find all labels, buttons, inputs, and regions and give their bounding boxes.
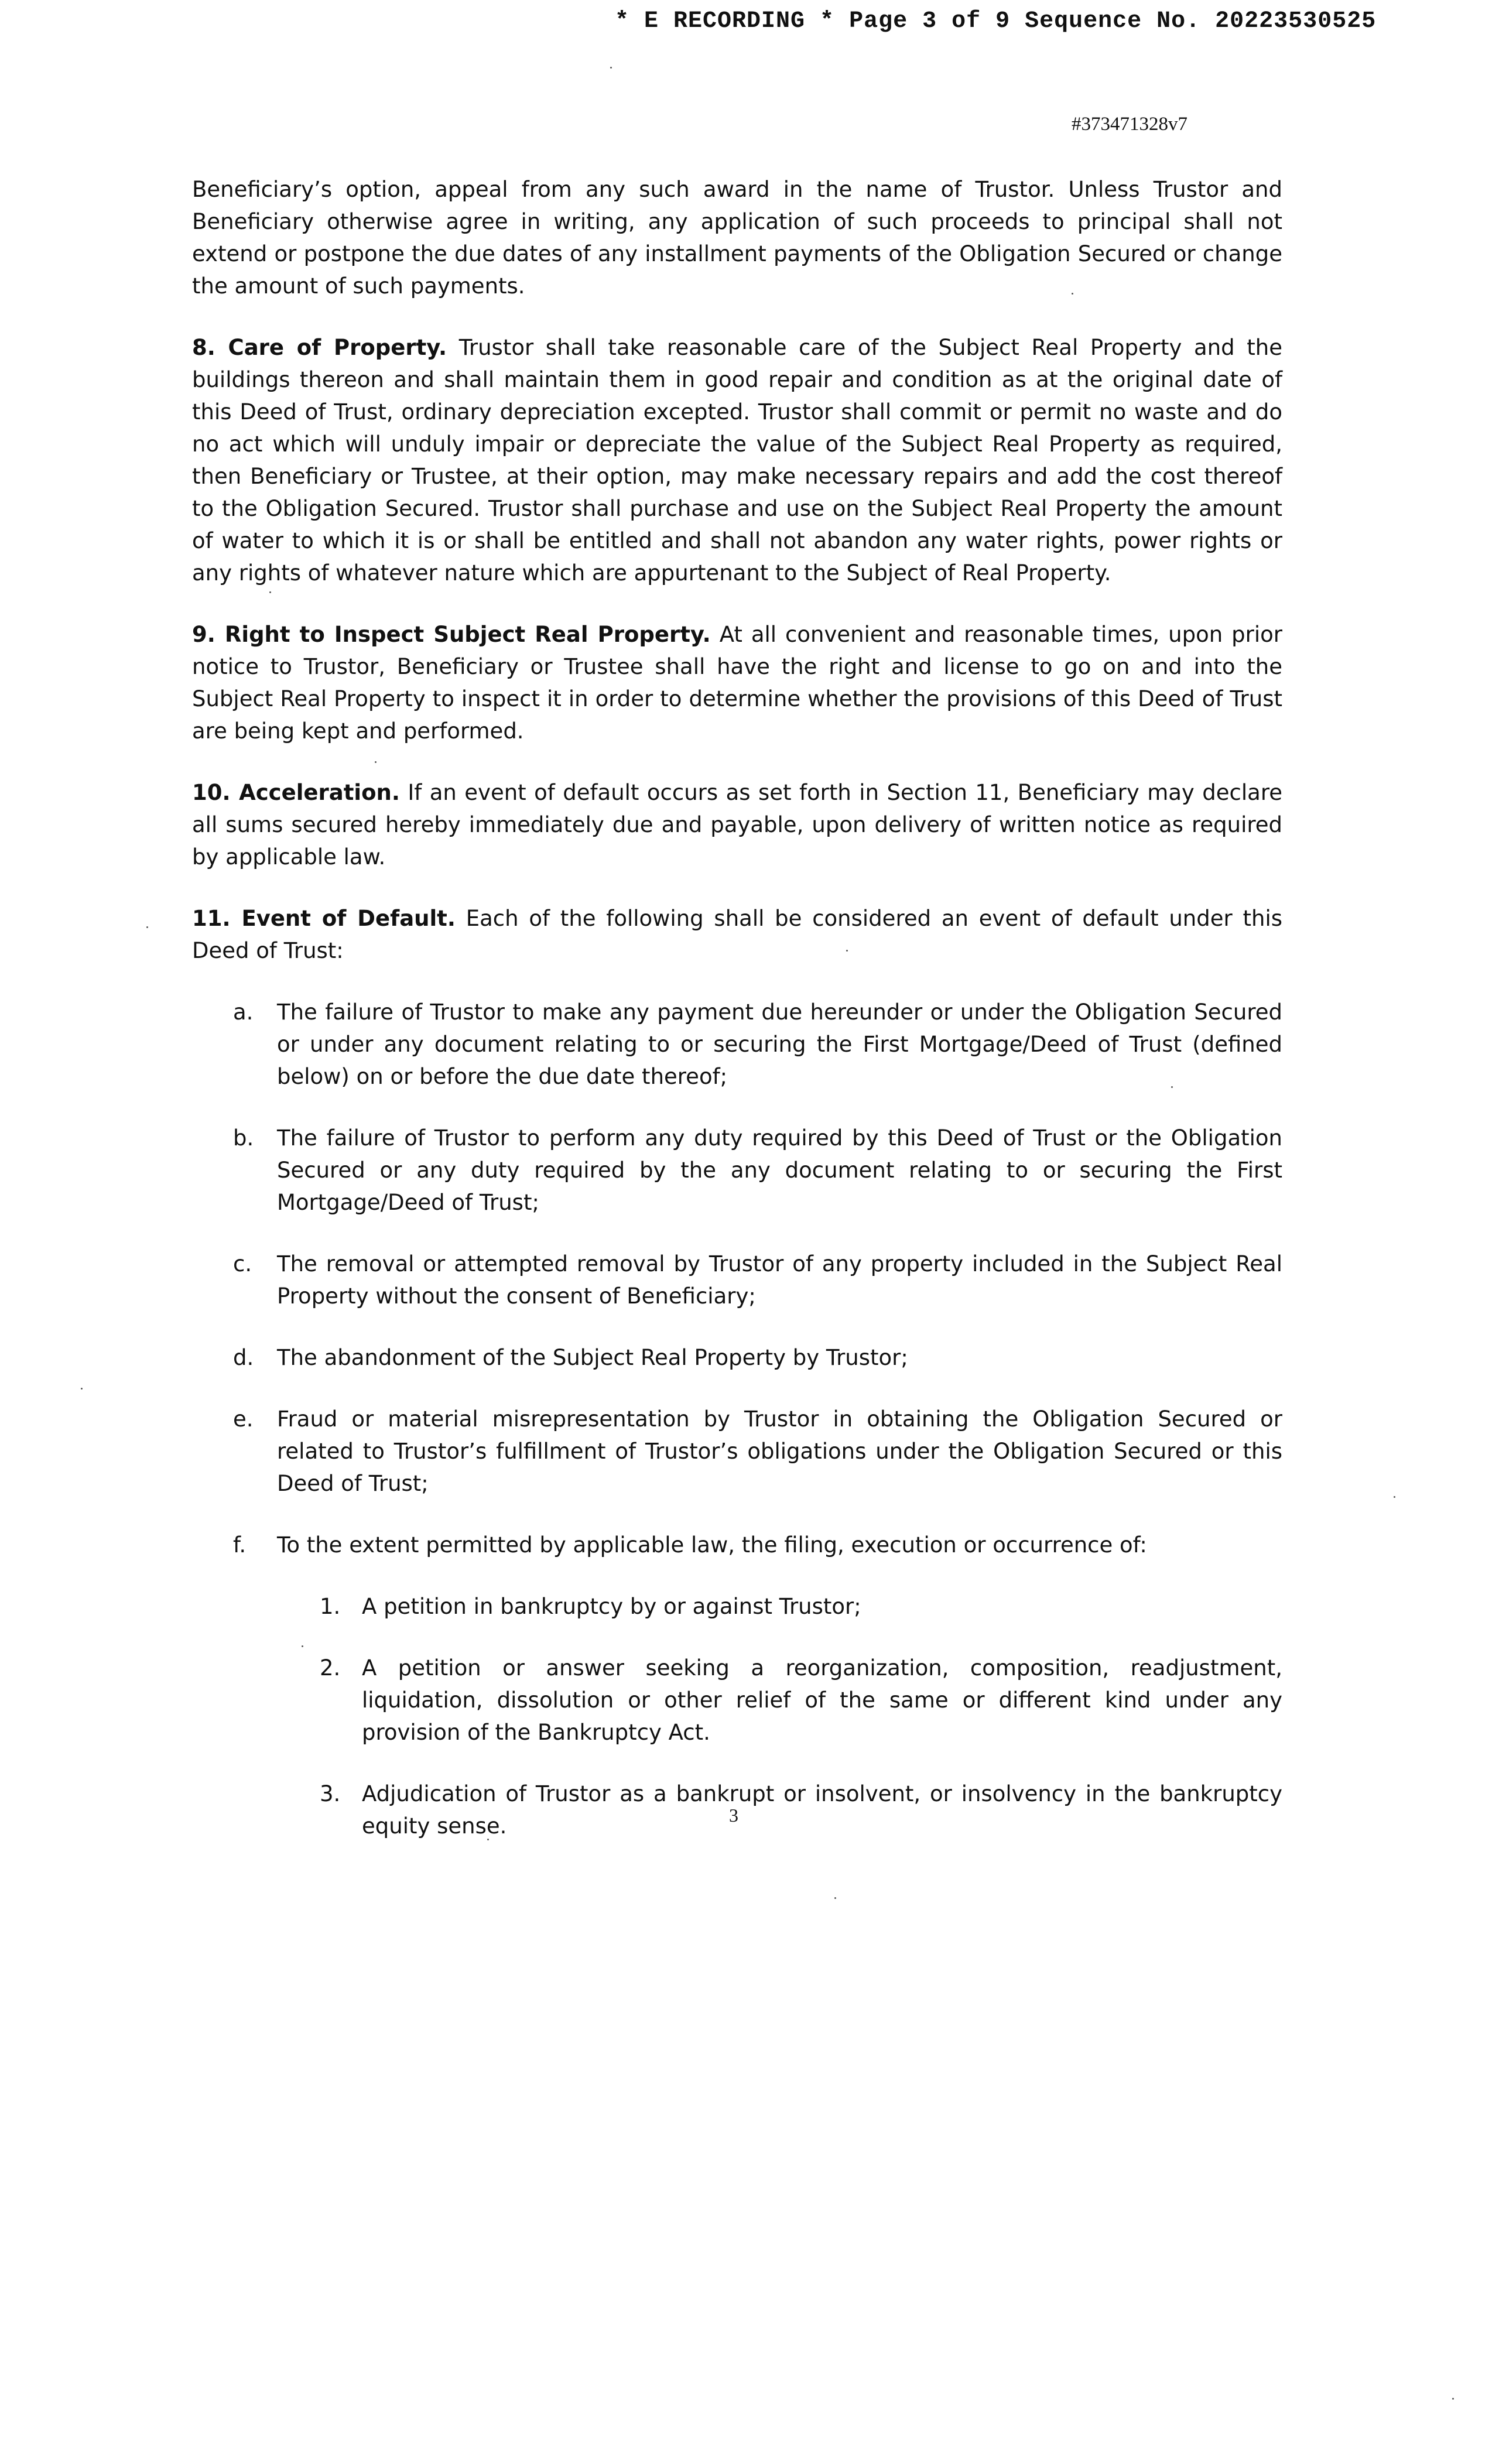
list-marker: c. (233, 1251, 252, 1277)
list-marker: d. (233, 1345, 254, 1370)
list-item-text: Adjudication of Trustor as a bankrupt or insolvent, or insolvency in the bankruptcy equity sense. (362, 1781, 1282, 1839)
scan-speck (146, 926, 148, 928)
document-body (192, 173, 1282, 1871)
section-11 (192, 902, 1282, 967)
scan-speck (487, 1839, 489, 1840)
default-event-a (192, 996, 1282, 1093)
list-marker: b. (233, 1125, 254, 1151)
list-item-text: A petition or answer seeking a reorganization, composition, readjustment, liquidation, dissolution or other relief of the same or different kind under any provision of the Bankruptcy Act. (362, 1655, 1282, 1745)
page-number: 3 (729, 1805, 738, 1826)
default-event-e (192, 1403, 1282, 1500)
scan-speck (375, 761, 377, 763)
scan-speck (610, 67, 612, 69)
default-event-f (192, 1529, 1282, 1842)
default-event-d (192, 1341, 1282, 1374)
scan-speck (269, 591, 271, 593)
scan-speck (846, 950, 848, 952)
list-marker: e. (233, 1406, 254, 1432)
list-marker: 1. (320, 1594, 341, 1619)
section-8-text: Trustor shall take reasonable care of the Subject Real Property and the buildings thereon and shall maintain them in good repair and condition as at the original date of this Deed of Trust, ordinary depreciation excepted. Trustor shall commit or permit no waste and do no act which will unduly impair or depreciate the value of the Subject Real Property as required, then Beneficiary or Trustee, at their option, may make necessary repairs and add the cost thereof to the Obligation Secured. Trustor shall purchase and use on the Subject Real Property the amount of water to which it is or shall be entitled and shall not abandon any water rights, power rights or any rights of whatever nature which are appurtenant to the Subject of Real Property. (192, 335, 1282, 586)
list-item-text: A petition in bankruptcy by or against Trustor; (362, 1594, 861, 1619)
section-8-heading: 8. Care of Property. (192, 335, 447, 360)
section-10-heading: 10. Acceleration. (192, 780, 400, 805)
scan-speck (302, 1645, 303, 1647)
scan-speck (834, 1897, 836, 1899)
list-marker: 3. (320, 1781, 341, 1806)
default-event-c (192, 1248, 1282, 1312)
scan-speck (1452, 2398, 1454, 2400)
scan-speck (1171, 1086, 1173, 1088)
recording-header: * E RECORDING * Page 3 of 9 Sequence No. 20223530525 (615, 8, 1377, 35)
section-10 (192, 776, 1282, 873)
document-id: #373471328v7 (1072, 114, 1187, 135)
section-8 (192, 331, 1282, 589)
list-item-text: The removal or attempted removal by Trustor of any property included in the Subject Real Property without the consent of Beneficiary; (277, 1251, 1282, 1309)
section-11-text: Each of the following shall be considered an event of default under this Deed of Trust: (192, 906, 1283, 963)
scan-speck (1072, 293, 1073, 295)
sub-item-2 (277, 1652, 1282, 1748)
bankruptcy-sublist (277, 1590, 1282, 1842)
list-item-text: To the extent permitted by applicable law, the filing, execution or occurrence of: (277, 1532, 1147, 1558)
section-10-text: If an event of default occurs as set forth in Section 11, Beneficiary may declare all sums secured hereby immediately due and payable, upon delivery of written notice as required by applicable law. (192, 780, 1282, 870)
section-11-heading: 11. Event of Default. (192, 906, 456, 931)
sub-item-3 (277, 1778, 1282, 1842)
list-item-text: The failure of Trustor to make any payment due hereunder or under the Obligation Secured or under any document relating to or securing the First Mortgage/Deed of Trust (defined below) on or before the due date thereof; (277, 1000, 1282, 1089)
section-9 (192, 618, 1282, 747)
list-item-text: The abandonment of the Subject Real Property by Trustor; (277, 1345, 908, 1370)
list-marker: a. (233, 1000, 254, 1025)
default-events-list (192, 996, 1282, 1842)
section-9-heading: 9. Right to Inspect Subject Real Property. (192, 622, 711, 647)
list-item-text: Fraud or material misrepresentation by Trustor in obtaining the Obligation Secured or related to Trustor’s fulfillment of Trustor’s obligations under the Obligation Secured or this Deed of Trust; (277, 1406, 1282, 1496)
list-item-text: The failure of Trustor to perform any duty required by this Deed of Trust or the Obligation Secured or any duty required by the any document relating to or securing the First Mortgage/Deed of Trust; (277, 1125, 1282, 1215)
section-9-text: At all convenient and reasonable times, upon prior notice to Trustor, Beneficiary or Trustee shall have the right and license to go on and into the Subject Real Property to inspect it in order to determine whether the provisions of this Deed of Trust are being kept and performed. (192, 622, 1282, 744)
list-marker: f. (233, 1532, 247, 1558)
sub-item-1 (277, 1590, 1282, 1623)
intro-paragraph: Beneficiary’s option, appeal from any such award in the name of Trustor. Unless Trustor and Beneficiary otherwise agree in writing, any application of such proceeds to principal shall not extend or postpone the due dates of any installment payments of the Obligation Secured or change the amount of such payments. (192, 177, 1282, 299)
list-marker: 2. (320, 1655, 341, 1681)
scan-speck (81, 1388, 83, 1390)
default-event-b (192, 1122, 1282, 1219)
scan-speck (1394, 1496, 1395, 1498)
